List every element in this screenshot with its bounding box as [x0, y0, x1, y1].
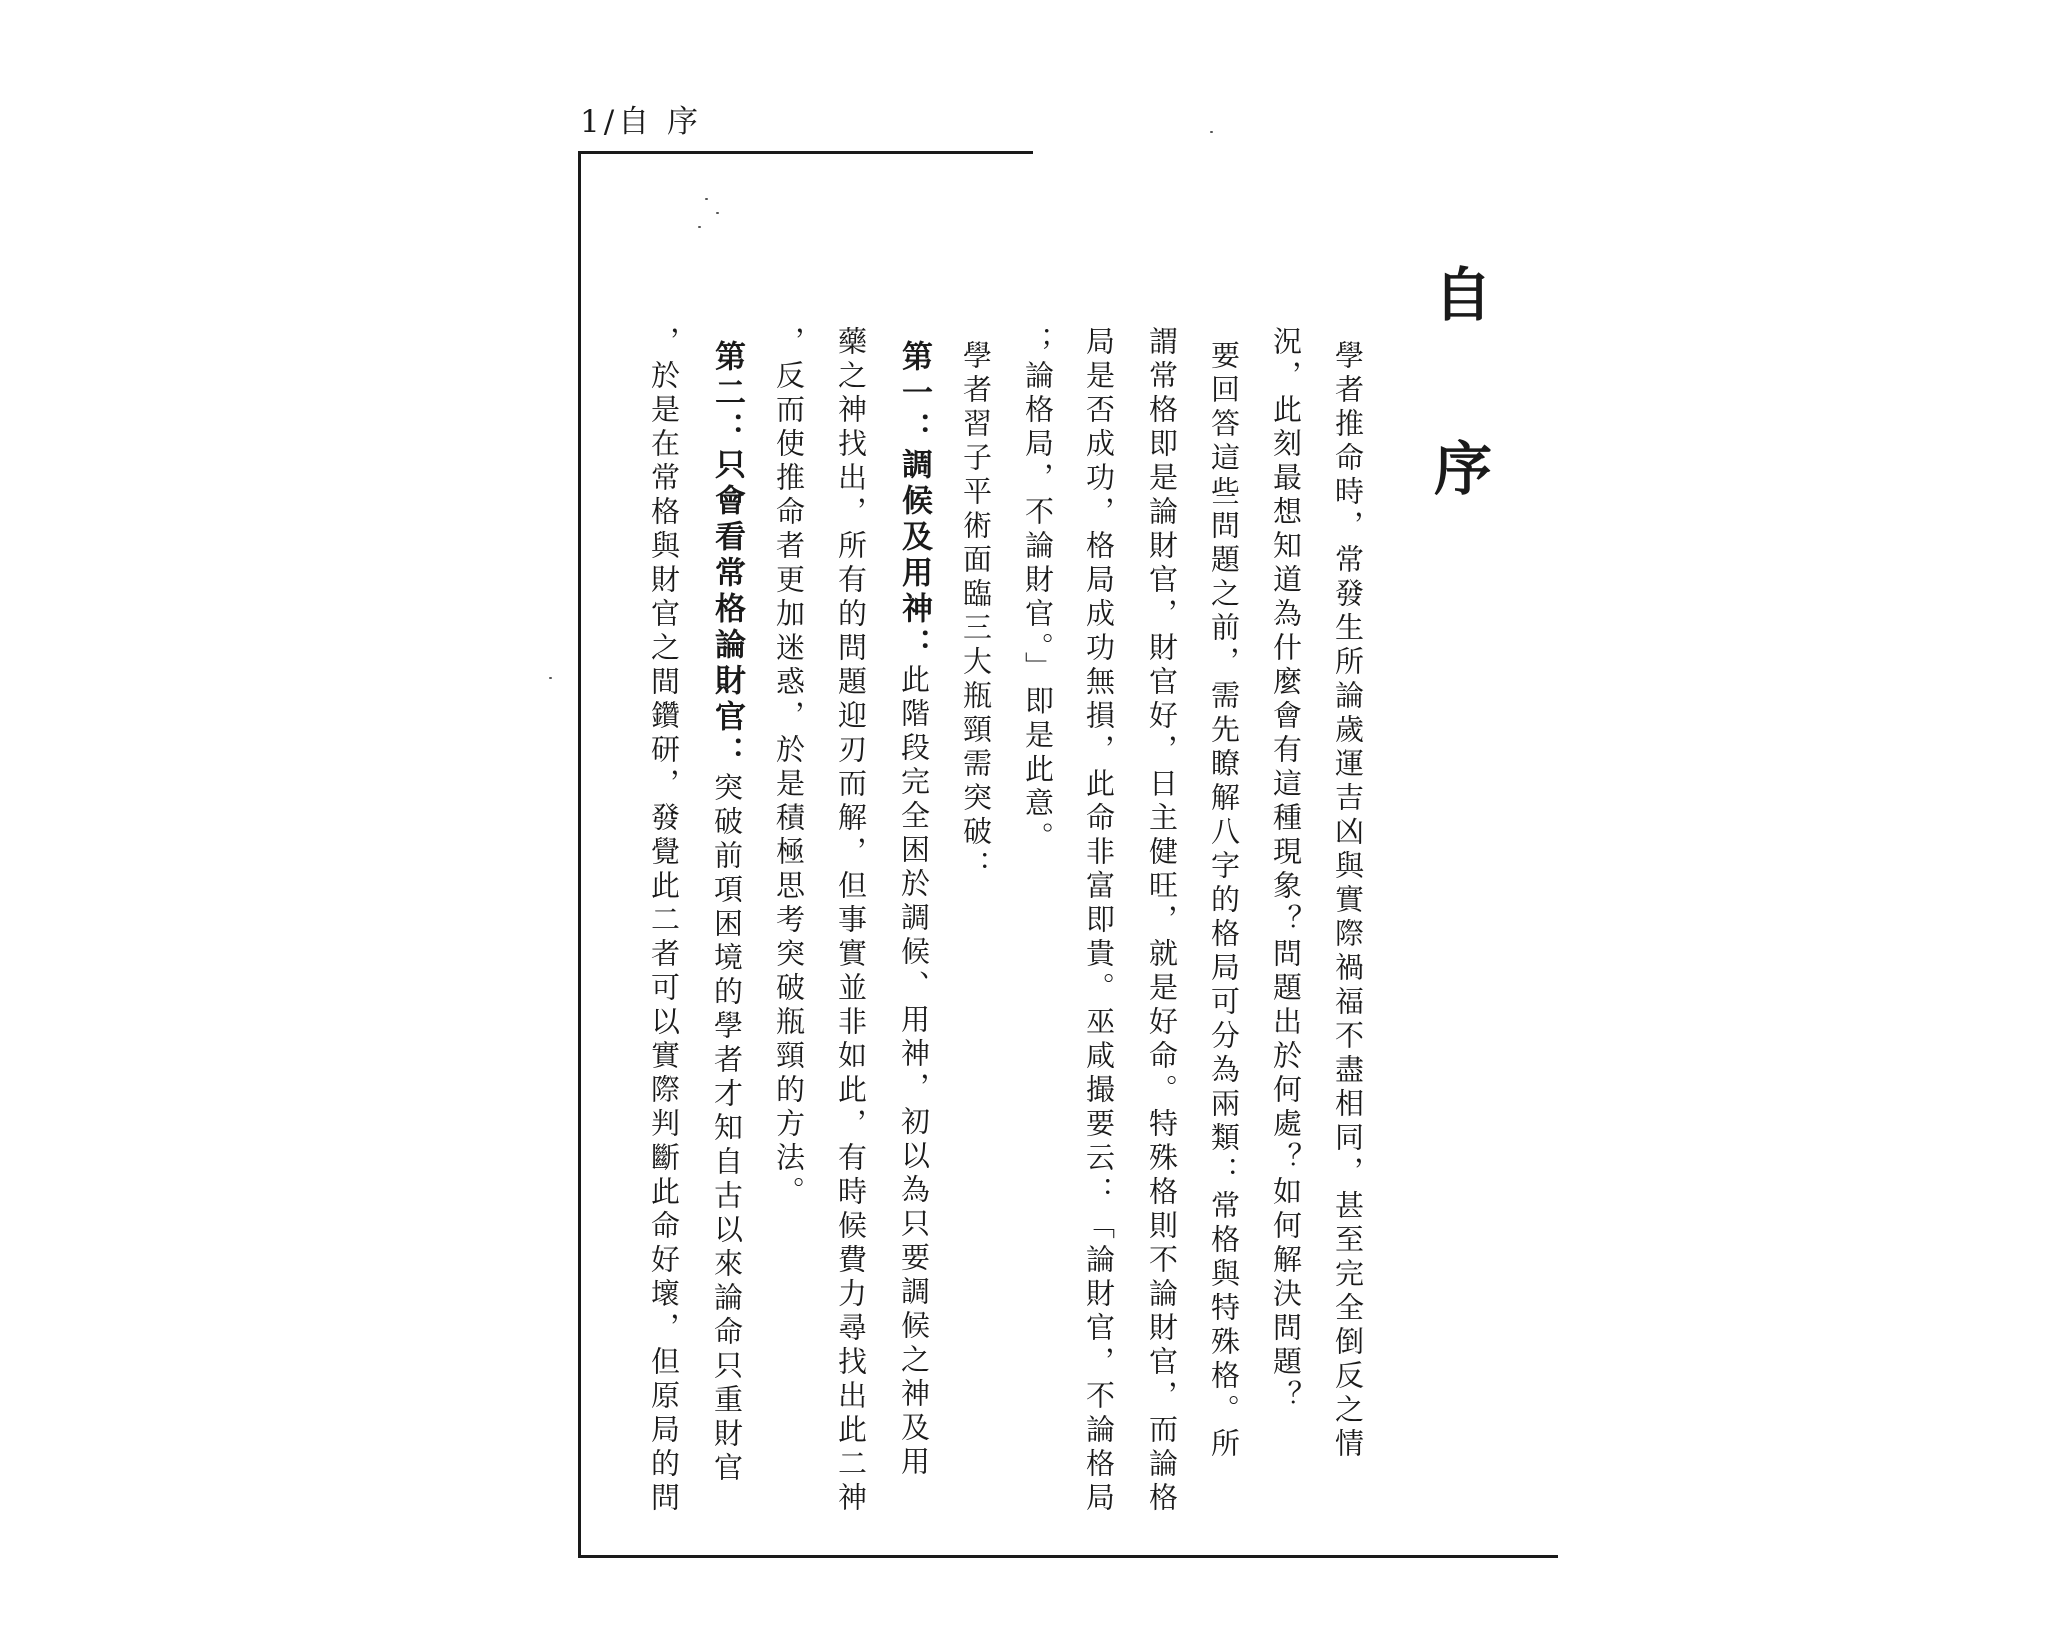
text-column — [1077, 326, 1121, 1536]
frame-left-border — [578, 151, 581, 1558]
column-text: ，反而使推命者更加迷惑，於是積極思考突破瓶頸的方法。 — [772, 326, 806, 1210]
column-text: ，於是在常格與財官之間鑽研，發覺此二者可以實際判斷此命好壞，但原局的問 — [647, 326, 681, 1516]
text-column — [1016, 326, 1060, 1536]
column-text: 況，此刻最想知道為什麼會有這種現象？問題出於何處？如何解決問題？ — [1269, 326, 1303, 1414]
column-text: 藥之神找出，所有的問題迎刃而解，但事實並非如此，有時候費力尋找出此二神 — [834, 326, 868, 1516]
text-column — [1140, 326, 1184, 1536]
column-text: 要回答這些問題之前，需先瞭解八字的格局可分為兩類：常格與特殊格。所 — [1207, 340, 1241, 1462]
scan-speck — [1210, 131, 1213, 133]
text-column — [892, 340, 936, 1550]
text-column — [1326, 340, 1370, 1550]
scan-speck — [549, 677, 552, 679]
text-column — [1264, 326, 1308, 1536]
text-column — [954, 340, 998, 1550]
text-column — [767, 326, 811, 1536]
column-text: 謂常格即是論財官，財官好，日主健旺，就是好命。特殊格則不論財官，而論格 — [1145, 326, 1179, 1516]
scan-speck — [716, 212, 719, 214]
scan-speck — [705, 198, 708, 200]
column-text: 突破前項困境的學者才知自古以來論命只重財官 — [710, 772, 744, 1486]
title-char-1: 自 — [1433, 261, 1492, 329]
frame-top-border — [578, 151, 1033, 154]
text-column — [1202, 340, 1246, 1550]
text-column — [705, 340, 749, 1550]
section-lead: 第二：只會看常格論財官： — [709, 340, 745, 772]
text-column — [642, 326, 686, 1536]
frame-bottom-border — [578, 1555, 1558, 1558]
column-text: 局是否成功，格局成功無損，此命非富即貴。巫咸撮要云：「論財官，不論格局 — [1082, 326, 1116, 1516]
column-text: 此階段完全困於調候、用神，初以為只要調候之神及用 — [897, 664, 931, 1480]
section-lead: 第一：調候及用神： — [896, 340, 932, 664]
scan-speck — [698, 226, 701, 228]
column-text: 學者推命時，常發生所論歲運吉凶與實際禍福不盡相同，甚至完全倒反之情 — [1331, 340, 1365, 1462]
text-column — [829, 326, 873, 1536]
page-header: 1/自 序 — [580, 104, 703, 140]
title-char-2: 序 — [1433, 435, 1492, 503]
column-text: ；論格局，不論財官。」即是此意。 — [1021, 326, 1055, 856]
column-text: 學者習子平術面臨三大瓶頸需突破： — [959, 340, 993, 884]
